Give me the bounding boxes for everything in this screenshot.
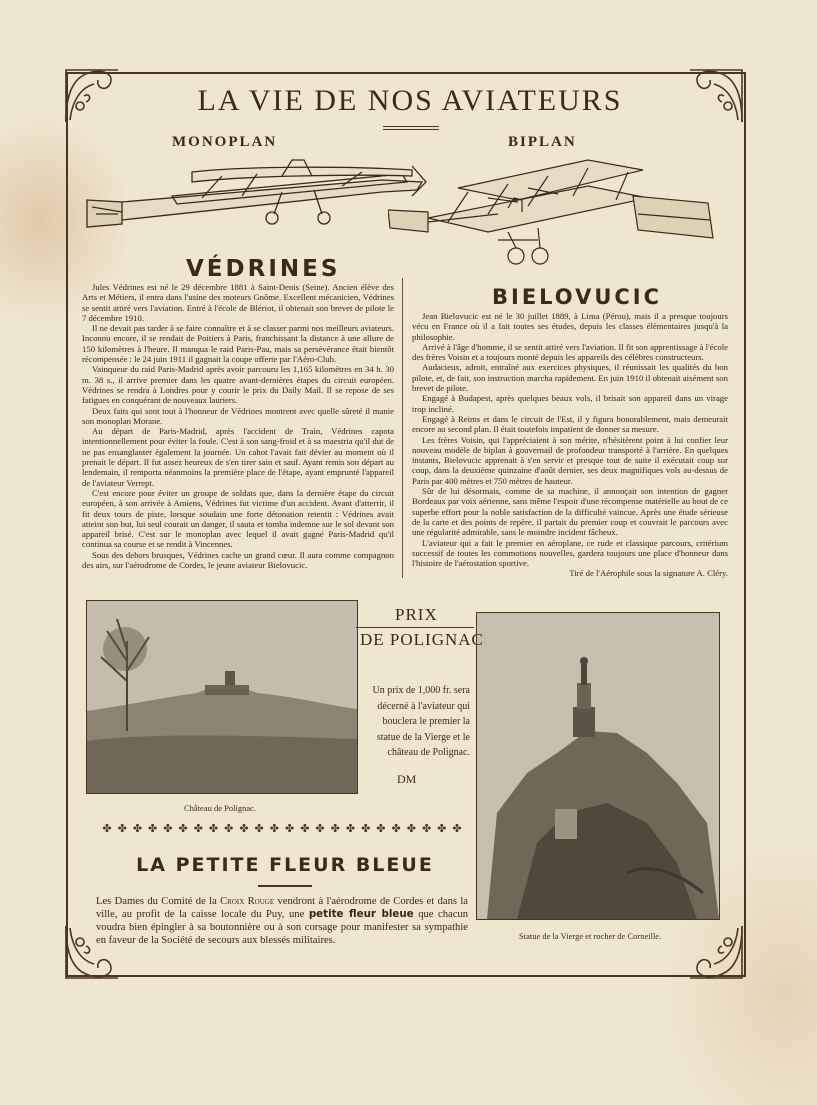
fleur-rule	[258, 885, 312, 887]
fleur-text-part: vendront à l'aérodrome de Cordes et dans la ville, au profit de la caisse locale du Puy, une	[96, 896, 468, 920]
bielovucic-paragraph: Engagé à Budapest, après quelques beaux vols, il brisait son appareil dans un virage trop incliné.	[412, 393, 728, 414]
vedrines-paragraph: Au départ de Paris-Madrid, après l'accident de Train, Védrines capota intentionnellement pour éviter la foule. C'est à son sang-froid et à sa maestria qu'il dut de ne pas ensanglanter également la journée. Un cahot l'avait fait dévier au moment où il prenait le départ. Il fut assez heureux de s'en tirer sain et sauf. Ayant remis son départ au lendemain, il remporta néanmoins la première place de l'étape, ayant emprunté l'appareil de l'aviateur Verrept.	[82, 426, 394, 488]
bielovucic-paragraph: Sûr de lui désormais, comme de sa machine, il annonçait son intention de gagner Bordeaux par voix aérienne, sans même l'espoir d'une récompense matérielle au bout de ce superbe effort pour la noble satisfaction de la difficulté vaincue. Après une étude sérieuse de la carte et des points de repère, il partait du premier coup et couvrait le parcours avec une régularité admirable, sans le moindre incident fâcheux.	[412, 486, 728, 538]
corner-ornament-top-left	[62, 66, 122, 126]
prix-rule	[356, 627, 474, 628]
monogram: DM	[397, 772, 417, 786]
vedrines-paragraph: Deux faits qui sont tout à l'honneur de Védrines montrent avec quelle sûreté il manie son monoplan Morane.	[82, 405, 394, 426]
statue-caption: Statue de la Vierge et rocher de Corneille.	[519, 931, 662, 941]
page-title: LA VIE DE NOS AVIATEURS	[197, 84, 623, 117]
title-rule	[383, 126, 439, 130]
vedrines-paragraph: Vainqueur du raid Paris-Madrid après avoir parcouru les 1,165 kilomètres en 34 h. 30 m. 38 s., il arrive premier dans les quatre avant-dernières étapes du circuit européen. Védrines se rendra à Londres pour y courir le prix du Daily Mail. Il se repose de ses fatigues en conquérant de nouveaux lauriers.	[82, 364, 394, 406]
biplane-illustration	[388, 148, 718, 273]
monoplane-illustration	[82, 152, 427, 252]
croix-rouge-text: Croix Rouge	[220, 896, 275, 907]
ornament-row: ✤✤✤✤✤✤✤✤✤✤✤✤✤✤✤✤✤✤✤✤✤✤✤✤	[102, 823, 468, 835]
bielovucic-article	[412, 311, 728, 579]
bielovucic-paragraph: L'aviateur qui a fait le premier en aéroplane, ce rude et classique parcours, critérium successif de toutes les commotions nouvelles, gardera toujours une place d'honneur dans l'histoire de l'aérostation sportive.	[412, 537, 728, 569]
bielovucic-paragraph: Audacieux, adroit, entraîné aux exercices physiques, il réunissait les qualités du bon pilote, et, de fait, son instruction marcha rapidement. En juin 1910 il obtenait aisément son brevet de pilote.	[412, 362, 728, 394]
prix-description: Un prix de 1,000 fr. sera décerné à l'aviateur qui bouclera le premier la statue de la Vierge et le château de Polignac.	[372, 685, 470, 758]
biplan-label: BIPLAN	[508, 134, 577, 150]
bielovucic-heading: BIELOVUCIC	[492, 285, 663, 309]
prix-heading-line2: DE POLIGNAC	[360, 630, 484, 649]
monoplan-label: MONOPLAN	[172, 134, 278, 150]
bielovucic-paragraph: Engagé à Reims et dans le circuit de l'Est, il y figura honorablement, mais demeurait encore au second plan. Il était toutefois impatient de donner sa mesure.	[412, 413, 728, 435]
fleur-heading: LA PETITE FLEUR BLEUE	[136, 854, 434, 876]
prix-heading-line1: PRIX	[395, 605, 438, 624]
vedrines-paragraph: Jules Védrines est né le 29 décembre 1881 à Saint-Denis (Seine). Ancien élève des Arts et Métiers, il entra dans l'usine des moteurs Gnôme. Excellent mécanicien, Védrines se sentit attiré vers l'aviation. Entré à l'école de Blériot, il obtenait son brevet de pilote le 7 décembre 1910.	[82, 282, 394, 323]
fleur-paragraph	[96, 895, 468, 947]
bielovucic-paragraph: Jean Bielovucic est né le 30 juillet 1889, à Lima (Pérou), mais il a presque toujours vécu en France où il a fait toutes ses études, depuis les classes élémentaires jusqu'à la philosophie.	[412, 311, 728, 342]
castle-caption: Château de Polignac.	[184, 803, 256, 813]
vedrines-heading: VÉDRINES	[186, 256, 341, 282]
vedrines-paragraph: C'est encore pour éviter un groupe de soldats que, dans la dernière étape du circuit européen, à son arrivée à Amiens, Védrines fut victime d'un accident. Avant d'atterrir, il fit deux tours de piste, lorsque soudain une forte détonation retentit : Védrines avait atteint son but, lui seul courait un danger, il sauta et tomba indemne sur le sol devant son appareil brisé. C'est sur le monoplan avec lequel il avait gagné Paris-Madrid qu'il continua sa course et se rendit à Vincennes.	[82, 487, 394, 550]
statue-photo	[476, 612, 720, 920]
fleur-text-part: que chacun voudra bien épingler à sa boutonnière ou à son corsage pour manifester sa sympathie en faveur de la Société de secours aux blessés militaires.	[96, 909, 469, 946]
vedrines-article	[82, 282, 394, 570]
bielovucic-paragraph: Les frères Voisin, qui l'appréciaient à son mérite, n'hésitèrent point à lui confier leur nouveau modèle de biplan à gouvernail de profondeur transporté à l'arrière. En quelques instants, Bielovucic apprenait à s'en servir et presque tout de suite il exécutait coup sur coup, dans la deuxième quinzaine d'août dernier, ses deux magnifiques vols au-dessus de Paris par 400 mètres et 750 mètres de hauteur.	[412, 434, 728, 486]
bielovucic-paragraph: Arrivé à l'âge d'homme, il se sentit attiré vers l'aviation. Il fit son apprentissage à l'école des frères Voisin et a toujours monté depuis les appareils des célèbres constructeurs.	[412, 341, 728, 363]
castle-photo	[86, 600, 358, 794]
column-divider	[402, 278, 403, 578]
corner-ornament-bottom-right	[686, 922, 746, 982]
fleur-highlight: petite fleur bleue	[308, 908, 414, 920]
vedrines-paragraph: Il ne devait pas tarder à se faire connaître et à se classer parmi nos meilleurs aviateurs. Inconnu encore, il se rendait de Poitiers à Paris, franchissant la distance à une allure de 150 kilomètres à l'heure. Il manqua le raid Paris-Pau, mais sa persévérance était bientôt récompensée : le 24 juin 1911 il gagnait la coupe offerte par l'Aéro-Club.	[82, 323, 394, 365]
vedrines-paragraph: Sous des dehors brusques, Védrines cache un grand cœur. Il aura comme compagnon des airs, sur l'aérodrome de Cordes, le jeune aviateur Bielovucic.	[82, 549, 394, 571]
source-credit: Tiré de l'Aérophile sous la signature A. Cléry.	[569, 568, 728, 579]
fleur-text-part: Les Dames du Comité de la	[96, 896, 221, 907]
